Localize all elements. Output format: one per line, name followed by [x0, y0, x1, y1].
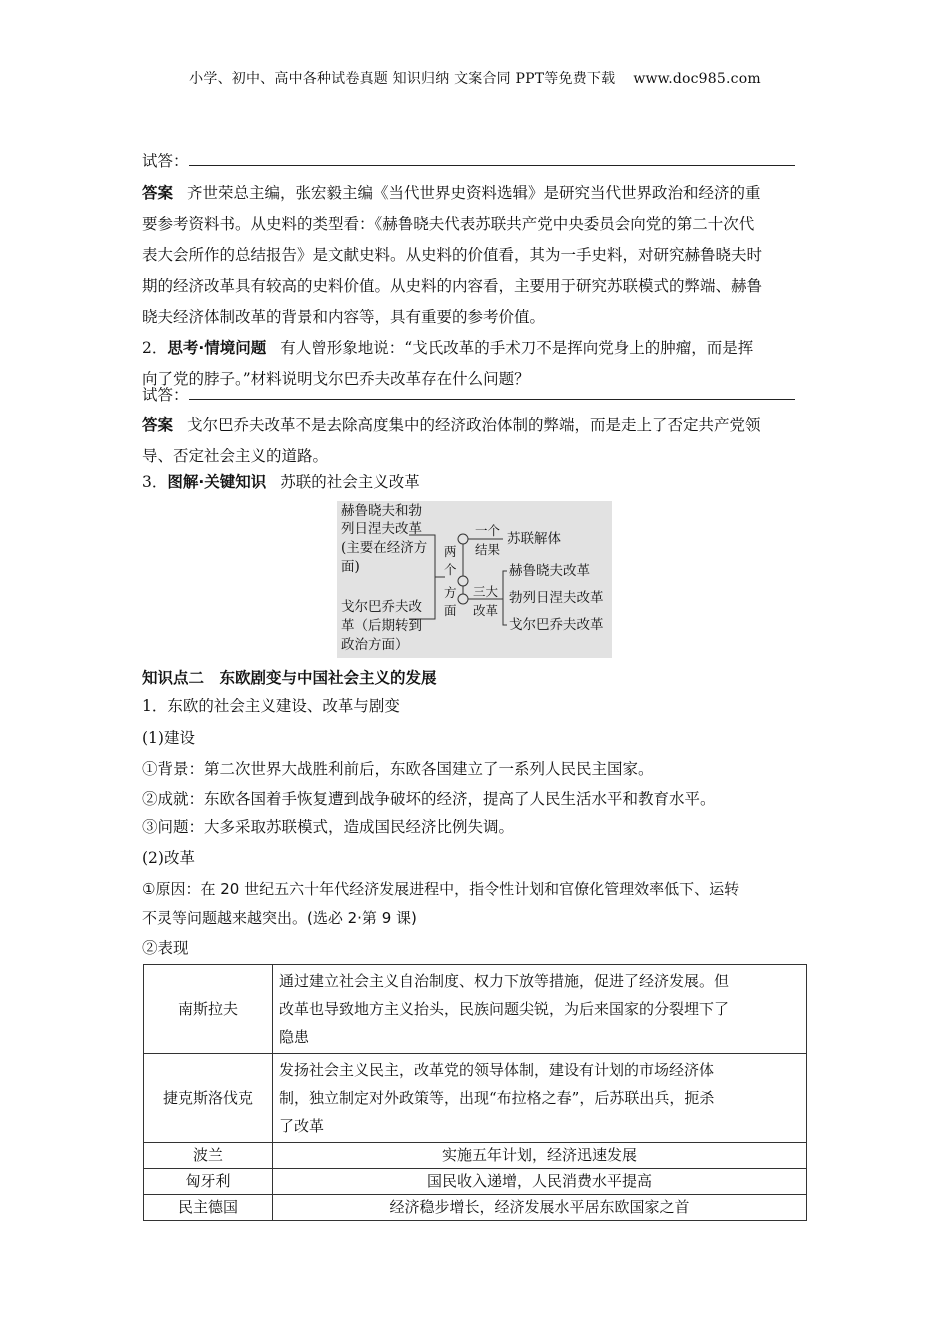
table-detail-cell: 实施五年计划，经济迅速发展: [273, 1143, 807, 1169]
answer-prompt-2: 试答：: [142, 382, 812, 408]
diagram-left-top-2: 列日涅夫改革: [341, 521, 422, 537]
section2-sub1: (1)建设: [142, 729, 195, 747]
table-row: [144, 1195, 807, 1221]
diagram-reform-2: 勃列日涅夫改革: [509, 590, 604, 606]
diagram-reform-3: 戈尔巴乔夫改革: [509, 617, 604, 633]
table-row: [144, 965, 807, 1054]
diagram-left-top-1: 赫鲁晓夫和勃: [341, 503, 422, 519]
diagram-left-bottom-1: 戈尔巴乔夫改: [341, 599, 422, 615]
q3-label: 图解·关键知识: [167, 473, 267, 491]
soviet-reform-diagram: [337, 501, 612, 658]
table-country-cell: 匈牙利: [144, 1169, 273, 1195]
build-background: ①背景：第二次世界大战胜利前后，东欧各国建立了一系列人民民主国家。: [142, 760, 654, 778]
answer-blank-1[interactable]: [189, 151, 795, 166]
header-text: 小学、初中、高中各种试卷真题 知识归纳 文案合同 PPT等免费下载: [189, 71, 616, 87]
table-row: [144, 1143, 807, 1169]
answer-blank-2[interactable]: [189, 385, 795, 400]
section2-title: 知识点二 东欧剧变与中国社会主义的发展: [142, 669, 437, 687]
header-url[interactable]: www.doc985.com: [633, 71, 761, 87]
diagram-aspect-3: 方: [444, 585, 457, 600]
diagram-one-result-1: 一个: [475, 523, 501, 538]
table-country-cell: 波兰: [144, 1143, 273, 1169]
diagram-three-reforms-1: 三大: [473, 584, 499, 599]
build-problem: ③问题：大多采取苏联模式，造成国民经济比例失调。: [142, 818, 515, 836]
reform-performance: ②表现: [142, 939, 189, 957]
table-row: [144, 1054, 807, 1143]
diagram-aspect-2: 个: [444, 562, 457, 577]
q1-answer-line-5: 晓夫经济体制改革的背景和内容等，具有重要的参考价值。: [142, 308, 546, 326]
table-country-cell: 南斯拉夫: [144, 965, 273, 1054]
answer-prompt-1: 试答：: [142, 148, 812, 174]
east-europe-reform-table: [143, 964, 807, 1221]
build-achievement: ②成就：东欧各国着手恢复遭到战争破坏的经济，提高了人民生活水平和教育水平。: [142, 790, 716, 808]
diagram-left-bottom-3: 政治方面）: [341, 637, 409, 653]
diagram-reform-1: 赫鲁晓夫改革: [509, 563, 590, 579]
table-row: [144, 1169, 807, 1195]
q2-answer-line-1: 答案 戈尔巴乔夫改革不是去除高度集中的经济政治体制的弊端，而是走上了否定共产党领: [142, 416, 761, 434]
table-detail-cell: 国民收入递增，人民消费水平提高: [273, 1169, 807, 1195]
q1-answer-line-2: 要参考资料书。从史料的类型看：《赫鲁晓夫代表苏联共产党中央委员会向党的第二十次代: [142, 215, 755, 233]
table-detail-cell: 发扬社会主义民主，改革党的领导体制，建设有计划的市场经济体 制，独立制定对外政策等，出现“布拉格之春”，后苏联出兵，扼杀 了改革: [273, 1054, 807, 1143]
table-country-cell: 民主德国: [144, 1195, 273, 1221]
q1-answer-line-1: 答案 齐世荣总主编，张宏毅主编《当代世界史资料选辑》是研究当代世界政治和经济的重: [142, 184, 761, 202]
page-header: [0, 68, 950, 88]
section2-sub2: (2)改革: [142, 849, 195, 867]
diagram-result: 苏联解体: [507, 531, 561, 547]
diagram-aspect-1: 两: [444, 544, 457, 559]
diagram-left-bottom-2: 革（后期转到: [341, 618, 422, 634]
q2-line-2: 向了党的脖子。”材料说明戈尔巴乔夫改革存在什么问题？: [142, 370, 530, 388]
q2-label: 思考·情境问题: [167, 339, 267, 357]
diagram-left-top-3: (主要在经济方: [341, 540, 428, 556]
diagram-aspect-4: 面: [444, 603, 457, 618]
diagram-three-reforms-2: 改革: [473, 603, 499, 618]
reform-reason-line-1: ①原因：在 20 世纪五六十年代经济发展进程中，指令性计划和官僚化管理效率低下、运转: [142, 880, 740, 898]
table-country-cell: 捷克斯洛伐克: [144, 1054, 273, 1143]
reform-reason-line-2: 不灵等问题越来越突出。(选必 2·第 9 课): [142, 909, 417, 927]
table-detail-cell: 通过建立社会主义自治制度、权力下放等措施，促进了经济发展。但 改革也导致地方主义抬头，民族问题尖锐，为后来国家的分裂埋下了 隐患: [273, 965, 807, 1054]
q2-answer-line-2: 导、否定社会主义的道路。: [142, 447, 329, 465]
diagram-left-top-4: 面): [341, 559, 360, 575]
q3-heading: 3．图解·关键知识 苏联的社会主义改革: [142, 473, 420, 491]
diagram-one-result-2: 结果: [475, 542, 501, 557]
answer-label: 答案: [142, 184, 174, 202]
q1-answer-line-4: 期的经济改革具有较高的史料价值。从史料的内容看，主要用于研究苏联模式的弊端、赫鲁: [142, 277, 763, 295]
q2-line-1: 2．思考·情境问题 有人曾形象地说：“戈氏改革的手术刀不是挥向党身上的肿瘤，而是挥: [142, 339, 754, 357]
q1-answer-line-3: 表大会所作的总结报告》是文献史料。从史料的价值看，其为一手史料，对研究赫鲁晓夫时: [142, 246, 763, 264]
section2-item1: 1．东欧的社会主义建设、改革与剧变: [142, 697, 400, 715]
table-detail-cell: 经济稳步增长，经济发展水平居东欧国家之首: [273, 1195, 807, 1221]
